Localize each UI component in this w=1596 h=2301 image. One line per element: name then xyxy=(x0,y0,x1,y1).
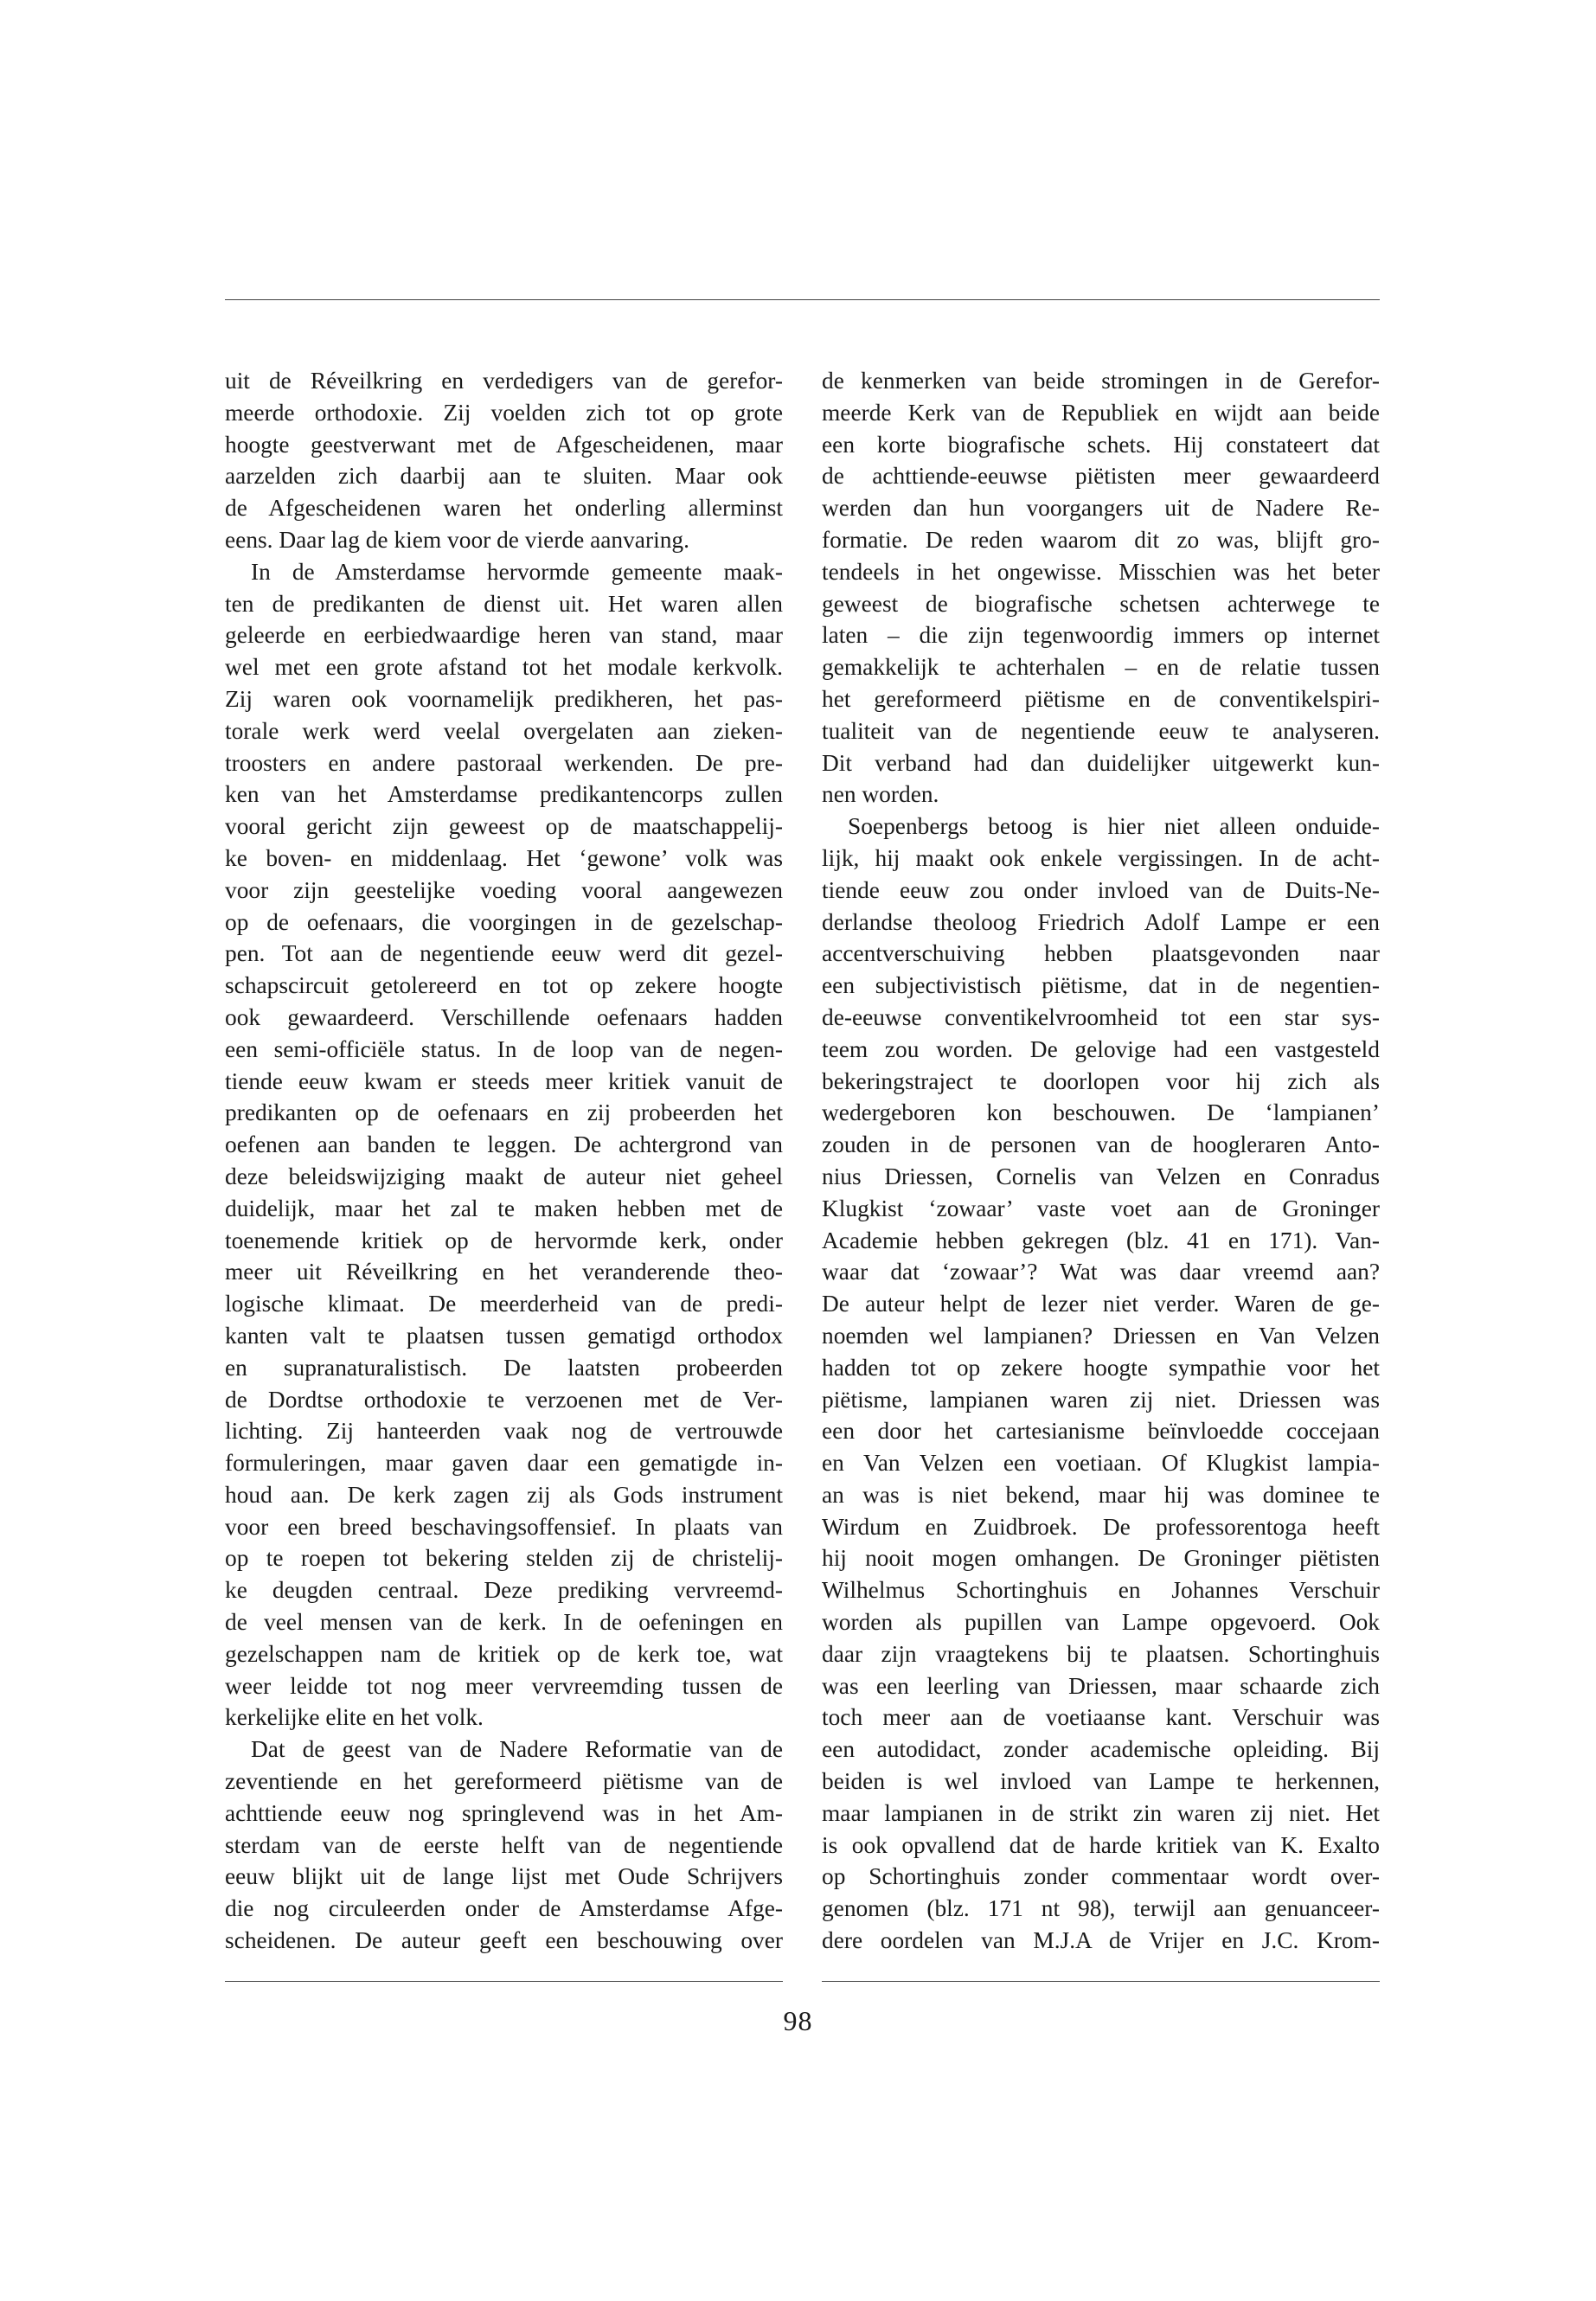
text-line: een korte biografische schets. Hij constateert dat xyxy=(822,431,1380,458)
text-line: duidelijk, maar het zal te maken hebben met de xyxy=(225,1195,783,1221)
text-line: wedergeboren kon beschouwen. De ‘lampianen’ xyxy=(822,1099,1380,1126)
text-line: beiden is wel invloed van Lampe te herkennen, xyxy=(822,1768,1380,1795)
text-line: worden als pupillen van Lampe opgevoerd. Ook xyxy=(822,1609,1380,1636)
text-line: op te roepen tot bekering stelden zij de christelij- xyxy=(225,1545,783,1572)
text-line: maar lampianen in de strikt zin waren zij niet. Het xyxy=(822,1799,1380,1826)
top-rule xyxy=(225,299,1380,300)
text-line: laten – die zijn tegenwoordig immers op internet xyxy=(822,622,1380,649)
text-line: de Dordtse orthodoxie te verzoenen met de Ver- xyxy=(225,1386,783,1413)
text-line: uit de Réveilkring en verdedigers van de gerefor- xyxy=(225,368,783,394)
text-line: de-eeuwse conventikelvroomheid tot een star sys- xyxy=(822,1003,1380,1030)
text-line: waar dat ‘zowaar’? Wat was daar vreemd aan? xyxy=(822,1259,1380,1285)
text-line: werden dan hun voorgangers uit de Nadere Re- xyxy=(822,495,1380,522)
text-line: de Afgescheidenen waren het onderling allerminst xyxy=(225,495,783,522)
text-line: eens. Daar lag de kiem voor de vierde aanvaring. xyxy=(225,526,689,553)
text-line: Dat de geest van de Nadere Reformatie van de xyxy=(251,1736,783,1763)
text-line: voor een breed beschavingsoffensief. In plaats van xyxy=(225,1513,783,1540)
text-line: In de Amsterdamse hervormde gemeente maak- xyxy=(251,558,783,585)
text-line: oefenen aan banden te leggen. De achtergrond van xyxy=(225,1131,783,1158)
text-line: formuleringen, maar gaven daar een gematigde in- xyxy=(225,1450,783,1477)
text-line: gemakkelijk te achterhalen – en de relatie tussen xyxy=(822,654,1380,681)
text-line: hoogte geestverwant met de Afgescheidenen, maar xyxy=(225,431,783,458)
text-line: predikanten op de oefenaars en zij probeerden het xyxy=(225,1099,783,1126)
text-line: schapscircuit getolereerd en tot op zekere hoogte xyxy=(225,972,783,999)
text-line: een door het cartesianisme beïnvloedde coccejaan xyxy=(822,1418,1380,1445)
text-line: accentverschuiving hebben plaatsgevonden naar xyxy=(822,940,1380,967)
text-line: bekeringstraject te doorlopen voor hij zich als xyxy=(822,1067,1380,1094)
text-line: gezelschappen nam de kritiek op de kerk toe, wat xyxy=(225,1640,783,1667)
text-line: kanten valt te plaatsen tussen gematigd orthodox xyxy=(225,1322,783,1349)
text-line: en Van Velzen een voetiaan. Of Klugkist lampia- xyxy=(822,1450,1380,1477)
left-column xyxy=(225,365,783,1957)
text-line: scheidenen. De auteur geeft een beschouwing over xyxy=(225,1927,783,1954)
text-line: geweest de biografische schetsen achterwege te xyxy=(822,590,1380,617)
text-line: noemden wel lampianen? Driessen en Van Velzen xyxy=(822,1322,1380,1349)
text-line: aarzelden zich daarbij aan te sluiten. Maar ook xyxy=(225,463,783,490)
text-line: een subjectivistisch piëtisme, dat in de negentien- xyxy=(822,972,1380,999)
text-line: Klugkist ‘zowaar’ vaste voet aan de Groninger xyxy=(822,1195,1380,1221)
text-line: op de oefenaars, die voorgingen in de gezelschap- xyxy=(225,908,783,935)
text-line: hadden tot op zekere hoogte sympathie voor het xyxy=(822,1354,1380,1381)
text-line: tiende eeuw zou onder invloed van de Duits-Ne- xyxy=(822,876,1380,903)
text-line: weer leidde tot nog meer vervreemding tussen de xyxy=(225,1672,783,1699)
text-line: de achttiende-eeuwse piëtisten meer gewaardeerd xyxy=(822,463,1380,490)
text-line: en supranaturalistisch. De laatsten probeerden xyxy=(225,1354,783,1381)
text-line: een autodidact, zonder academische opleiding. Bij xyxy=(822,1736,1380,1763)
text-line: de kenmerken van beide stromingen in de Gerefor- xyxy=(822,368,1380,394)
text-line: formatie. De reden waarom dit zo was, blijft gro- xyxy=(822,526,1380,553)
text-line: derlandse theoloog Friedrich Adolf Lampe er een xyxy=(822,908,1380,935)
text-line: Soepenbergs betoog is hier niet alleen onduide- xyxy=(848,813,1380,840)
text-line: kerkelijke elite en het volk. xyxy=(225,1704,484,1731)
text-line: troosters en andere pastoraal werkenden. De pre- xyxy=(225,749,783,776)
bottom-rule-right xyxy=(822,1981,1380,1982)
text-line: nius Driessen, Cornelis van Velzen en Conradus xyxy=(822,1163,1380,1189)
text-line: deze beleidswijziging maakt de auteur niet geheel xyxy=(225,1163,783,1189)
text-line: de veel mensen van de kerk. In de oefeningen en xyxy=(225,1609,783,1636)
text-line: Dit verband had dan duidelijker uitgewerkt kun- xyxy=(822,749,1380,776)
text-line: hij nooit mogen omhangen. De Groninger piëtisten xyxy=(822,1545,1380,1572)
text-line: an was is niet bekend, maar hij was dominee te xyxy=(822,1481,1380,1508)
right-column xyxy=(822,365,1380,1957)
text-line: Wirdum en Zuidbroek. De professorentoga heeft xyxy=(822,1513,1380,1540)
text-line: Wilhelmus Schortinghuis en Johannes Verschuir xyxy=(822,1577,1380,1604)
text-line: tendeels in het ongewisse. Misschien was het beter xyxy=(822,558,1380,585)
text-line: toch meer aan de voetiaanse kant. Verschuir was xyxy=(822,1704,1380,1731)
text-line: wel met een grote afstand tot het modale kerkvolk. xyxy=(225,654,783,681)
text-line: lijk, hij maakt ook enkele vergissingen. In de acht- xyxy=(822,844,1380,871)
text-line: pen. Tot aan de negentiende eeuw werd dit gezel- xyxy=(225,940,783,967)
text-line: geleerde en eerbiedwaardige heren van stand, maar xyxy=(225,622,783,649)
text-line: is ook opvallend dat de harde kritiek van K. Exalto xyxy=(822,1831,1380,1858)
text-line: het gereformeerd piëtisme en de conventikelspiri- xyxy=(822,685,1380,712)
text-line: dere oordelen van M.J.A de Vrijer en J.C. Krom- xyxy=(822,1927,1380,1954)
text-line: ook gewaardeerd. Verschillende oefenaars hadden xyxy=(225,1003,783,1030)
page-number: 98 xyxy=(783,2005,813,2036)
text-line: meerde Kerk van de Republiek en wijdt aan beide xyxy=(822,399,1380,426)
text-line: was een leerling van Driessen, maar schaarde zich xyxy=(822,1672,1380,1699)
text-line: ke boven- en middenlaag. Het ‘gewone’ volk was xyxy=(225,844,783,871)
text-line: torale werk werd veelal overgelaten aan zieken- xyxy=(225,717,783,744)
text-line: nen worden. xyxy=(822,781,939,808)
text-line: meerde orthodoxie. Zij voelden zich tot op grote xyxy=(225,399,783,426)
text-line: ken van het Amsterdamse predikantencorps zullen xyxy=(225,781,783,808)
text-line: ten de predikanten de dienst uit. Het waren allen xyxy=(225,590,783,617)
text-line: toenemende kritiek op de hervormde kerk, onder xyxy=(225,1227,783,1253)
text-line: Zij waren ook voornamelijk predikheren, het pas- xyxy=(225,685,783,712)
text-line: die nog circuleerden onder de Amsterdamse Afge- xyxy=(225,1895,783,1922)
text-line: tualiteit van de negentiende eeuw te analyseren. xyxy=(822,717,1380,744)
text-line: Academie hebben gekregen (blz. 41 en 171). Van- xyxy=(822,1227,1380,1253)
text-line: zouden in de personen van de hoogleraren Anto- xyxy=(822,1131,1380,1158)
bottom-rule-left xyxy=(225,1981,783,1982)
text-line: op Schortinghuis zonder commentaar wordt over- xyxy=(822,1863,1380,1890)
text-line: genomen (blz. 171 nt 98), terwijl aan genuanceer- xyxy=(822,1895,1380,1922)
text-line: vooral gericht zijn geweest op de maatschappelij- xyxy=(225,813,783,840)
text-line: meer uit Réveilkring en het veranderende theo- xyxy=(225,1259,783,1285)
text-line: voor zijn geestelijke voeding vooral aangewezen xyxy=(225,876,783,903)
text-line: sterdam van de eerste helft van de negentiende xyxy=(225,1831,783,1858)
text-line: teem zou worden. De gelovige had een vastgesteld xyxy=(822,1035,1380,1062)
text-line: tiende eeuw kwam er steeds meer kritiek vanuit de xyxy=(225,1067,783,1094)
text-line: lichting. Zij hanteerden vaak nog de vertrouwde xyxy=(225,1418,783,1445)
text-line: piëtisme, lampianen waren zij niet. Driessen was xyxy=(822,1386,1380,1413)
text-line: achttiende eeuw nog springlevend was in het Am- xyxy=(225,1799,783,1826)
text-line: De auteur helpt de lezer niet verder. Waren de ge- xyxy=(822,1291,1380,1317)
text-line: eeuw blijkt uit de lange lijst met Oude Schrijvers xyxy=(225,1863,783,1890)
text-line: ke deugden centraal. Deze prediking vervreemd- xyxy=(225,1577,783,1604)
text-line: zeventiende en het gereformeerd piëtisme van de xyxy=(225,1768,783,1795)
text-line: een semi-officiële status. In de loop van de negen- xyxy=(225,1035,783,1062)
text-line: daar zijn vraagtekens bij te plaatsen. Schortinghuis xyxy=(822,1640,1380,1667)
text-line: houd aan. De kerk zagen zij als Gods instrument xyxy=(225,1481,783,1508)
text-line: logische klimaat. De meerderheid van de predi- xyxy=(225,1291,783,1317)
